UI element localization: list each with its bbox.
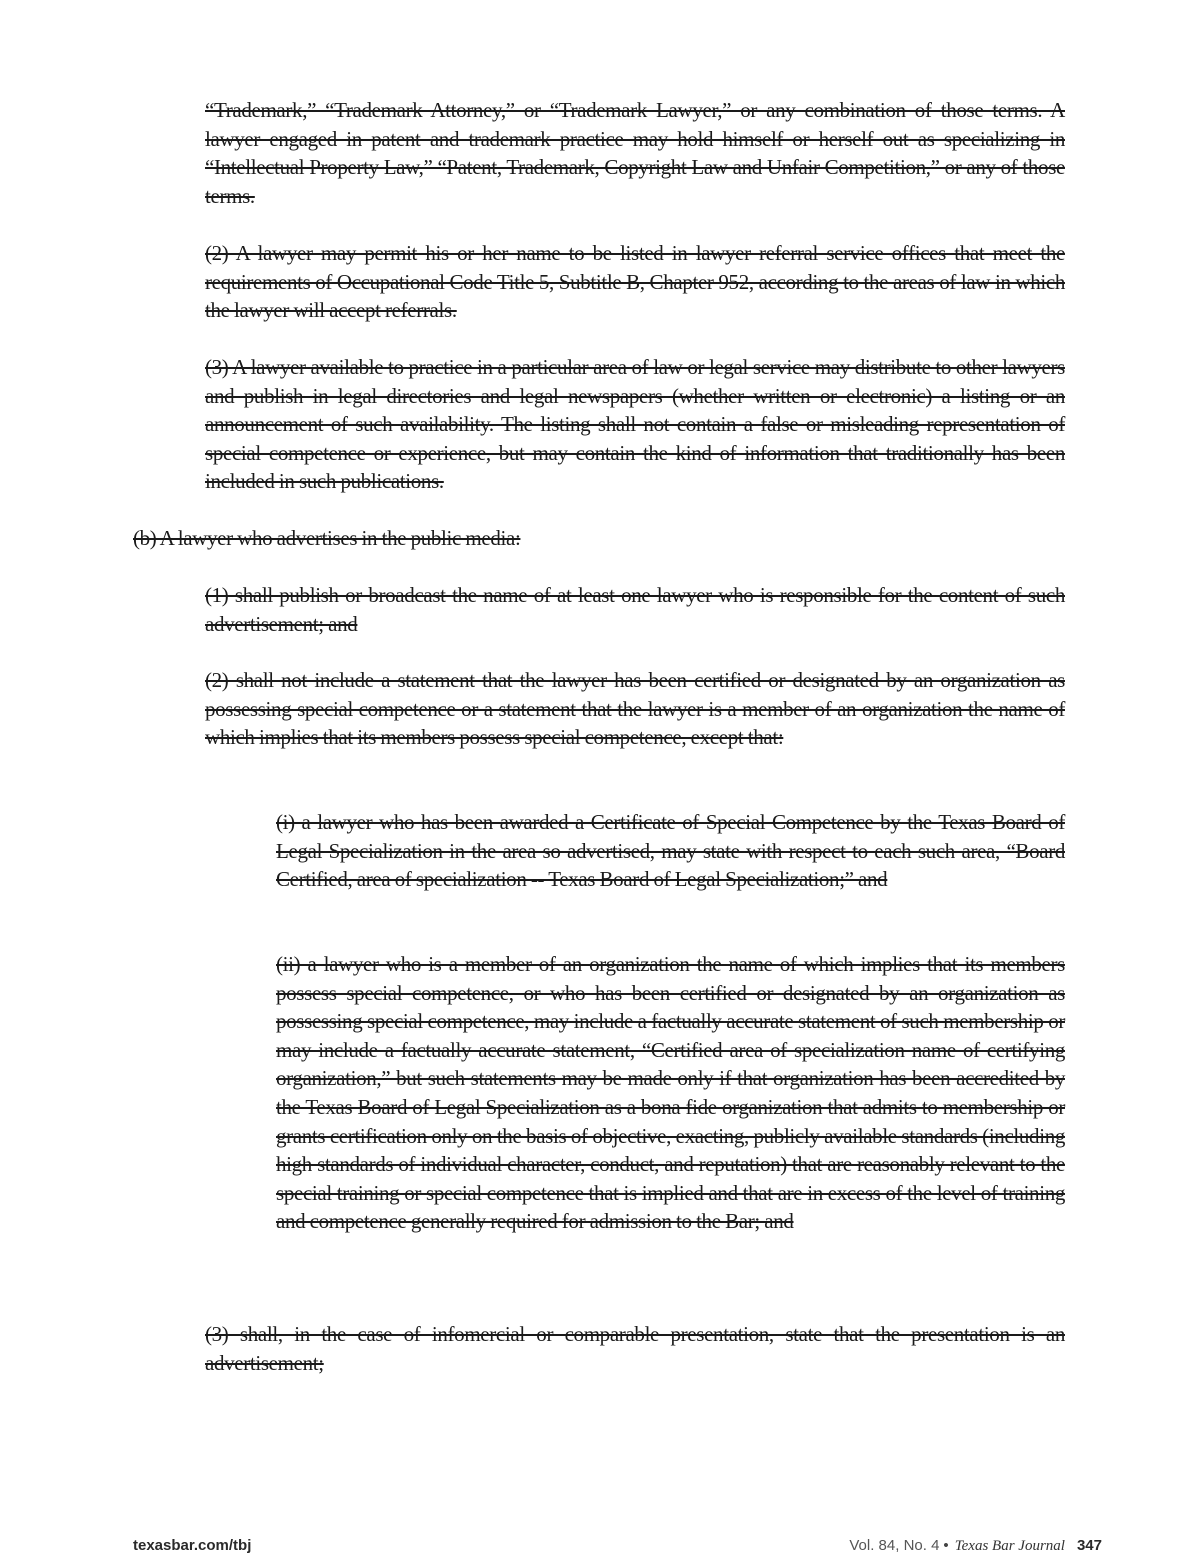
paragraph-b-public-media: (b) A lawyer who advertises in the public media: (133, 526, 521, 550)
footer-bullet: • (943, 1537, 949, 1554)
paragraph-b-2-ii-organization-member: (ii) a lawyer who is a member of an organization the name of which implies that its members possess special competence, or who has been certified or designated by an organization as possessing special competence, may include a factually accurate statement of such membership or may include a factually accurate statement, “Certified area of specialization name of certifying organization,” but such statements may be made only if that organization has been accredited by the Texas Board of Legal Specialization as a bona fide organization that admits to membership or grants certification only on the basis of objective, exacting, publicly available standards (including high standards of individual character, conduct, and reputation) that are reasonably relevant to the special training or special competence that is implied and that are in excess of the level of training and competence generally required for admission to the Bar; and (276, 952, 1065, 1234)
paragraph-a-2-referral-service: (2) A lawyer may permit his or her name to be listed in lawyer referral service offices that meet the requirements of Occupational Code Title 5, Subtitle B, Chapter 952, according to the areas of law in which the lawyer will accept referrals. (205, 241, 1065, 323)
paragraph-b-3-infomercial: (3) shall, in the case of infomercial or comparable presentation, state that the presentation is an advertisement; (205, 1322, 1065, 1375)
footer-journal-title: Texas Bar Journal (954, 1538, 1065, 1554)
footer-website: texasbar.com/tbj (133, 1537, 252, 1554)
paragraph-a-3-directory-listing: (3) A lawyer available to practice in a particular area of law or legal service may distribute to other lawyers and publish in legal directories and legal newspapers (whether written or electronic) a listing or an announcement of such availability. The listing shall not contain a false or misleading representation of special competence or experience, but may contain the kind of information that traditionally has been included in such publications. (205, 355, 1065, 494)
footer-journal-info (849, 1537, 1102, 1555)
paragraph-b-2-certification-statement: (2) shall not include a statement that the lawyer has been certified or designated by an organization as possessing special competence or a statement that the lawyer is a member of an organization the name of which implies that its members possess special competence, except that: (205, 668, 1065, 750)
paragraph-trademark-terms: “Trademark,” “Trademark Attorney,” or “Trademark Lawyer,” or any combination of those terms. A lawyer engaged in patent and trademark practice may hold himself or herself out as specializing in “Intellectual Property Law,” “Patent, Trademark, Copyright Law and Unfair Competition,” or any of those terms. (205, 98, 1065, 208)
footer-volume: Vol. 84, No. 4 (849, 1537, 940, 1554)
footer-page-number: 347 (1076, 1537, 1102, 1554)
paragraph-b-1-publish-name: (1) shall publish or broadcast the name of at least one lawyer who is responsible for the content of such advertisement; and (205, 583, 1065, 636)
paragraph-b-2-i-board-certified: (i) a lawyer who has been awarded a Certificate of Special Competence by the Texas Board of Legal Specialization in the area so advertised, may state with respect to each such area, “Board Certified, area of specialization -- Texas Board of Legal Specialization;” and (276, 810, 1065, 892)
